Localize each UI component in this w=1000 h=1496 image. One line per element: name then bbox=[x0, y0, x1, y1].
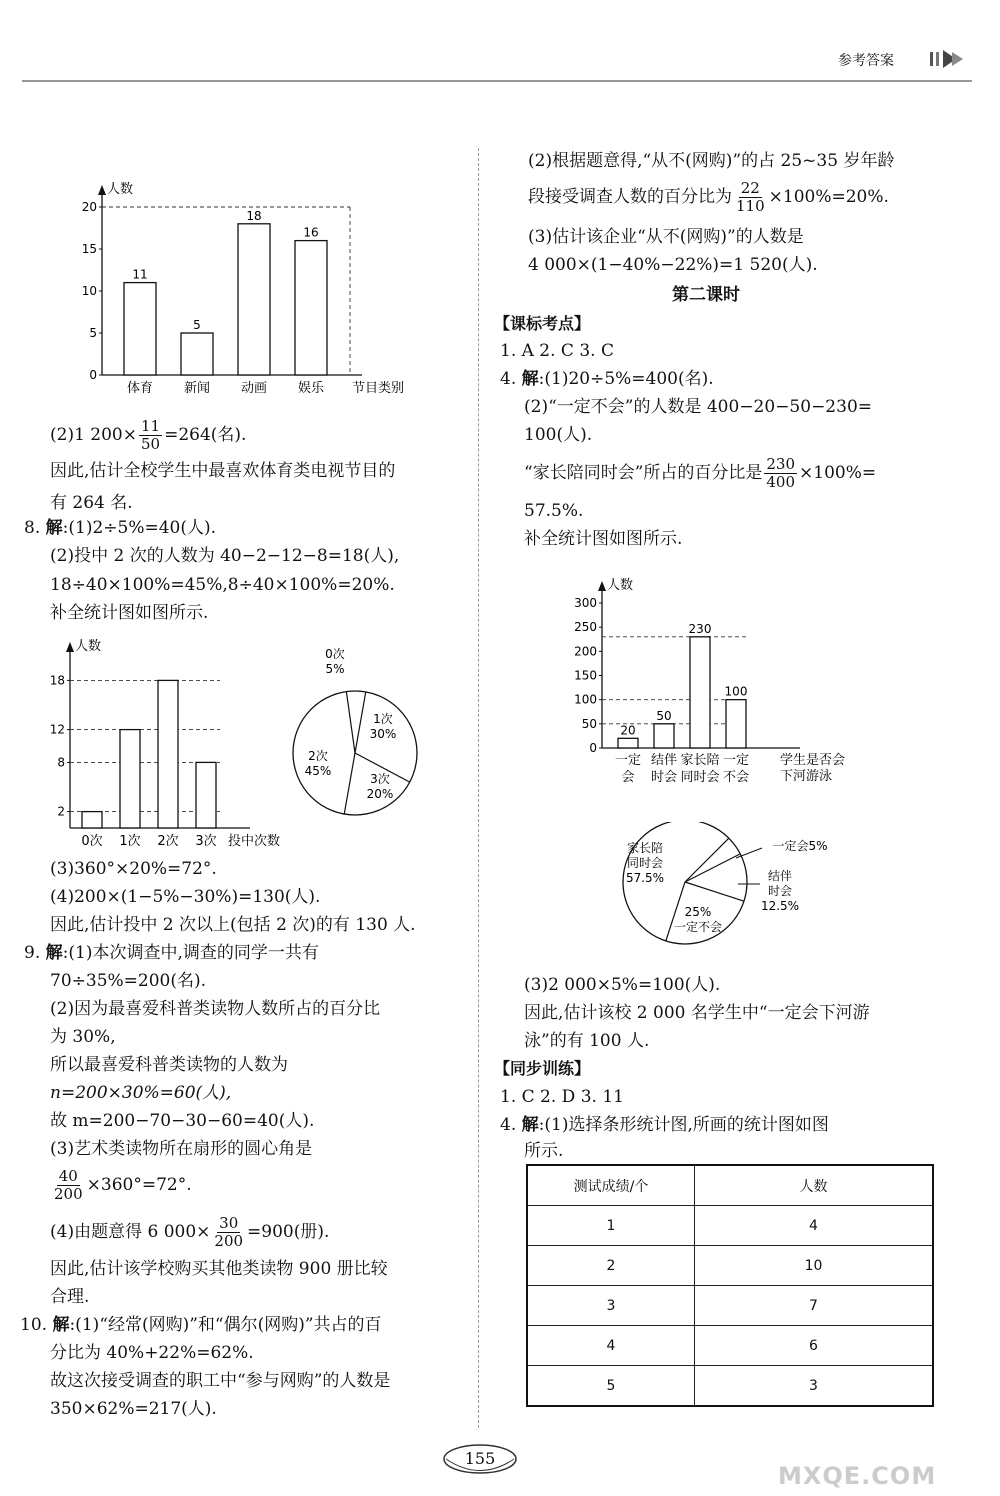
q8-line-5: (3)360°×20%=72°. bbox=[50, 859, 217, 879]
y-tick-label: 0 bbox=[589, 741, 597, 755]
pie-slice-label: 一定不会 bbox=[673, 920, 723, 934]
q4-line-5: 57.5%. bbox=[524, 501, 584, 521]
y-tick-label: 5 bbox=[89, 326, 97, 340]
x-tick-label: 时会 bbox=[650, 770, 678, 785]
x-axis-label: 学生是否会 bbox=[780, 753, 846, 768]
q9-line-7: 故 m=200−70−30−60=40(人). bbox=[50, 1111, 315, 1131]
y-axis-label: 人数 bbox=[107, 182, 134, 197]
q8-line-6: (4)200×(1−5%−30%)=130(人). bbox=[50, 887, 321, 907]
y-tick-label: 15 bbox=[81, 242, 97, 256]
chart-shot-counts bbox=[40, 628, 300, 853]
bar bbox=[295, 241, 327, 375]
q4-line-4: “家长陪同时会”所占的百分比是 $\frac{230}{400}$ ×100%= bbox=[524, 455, 877, 491]
y-tick-label: 18 bbox=[49, 673, 65, 688]
x-tick-label: 家长陪 bbox=[680, 753, 720, 768]
table-cell: 10 bbox=[695, 1246, 934, 1286]
q8-line-1: 8. 解:(1)2÷5%=40(人). bbox=[24, 518, 217, 538]
x-tick-label: 0次 bbox=[81, 834, 103, 849]
table-cell: 3 bbox=[527, 1286, 695, 1326]
pie-slice-label: 同时会 bbox=[626, 856, 664, 870]
y-tick-label: 0 bbox=[89, 368, 97, 382]
left-line-3: 有 264 名. bbox=[50, 493, 133, 513]
q8-line-7: 因此,估计投中 2 次以上(包括 2 次)的有 130 人. bbox=[50, 915, 416, 935]
x-tick-label: 动画 bbox=[240, 381, 268, 396]
watermark: MXQE.COM bbox=[778, 1462, 937, 1490]
x-tick-label: 不会 bbox=[722, 770, 750, 785]
right-line-1: (2)根据题意得,“从不(网购)”的占 25~35 岁年龄 bbox=[528, 151, 895, 171]
q9-line-3: (2)因为最喜爱科普类读物人数所占的百分比 bbox=[50, 999, 381, 1019]
chart-tv-programs bbox=[40, 145, 460, 400]
pie-slice-label: 30% bbox=[369, 727, 397, 741]
section-curriculum: 【课标考点】 bbox=[494, 314, 591, 333]
x-tick-label: 新闻 bbox=[183, 381, 211, 396]
bar bbox=[690, 637, 710, 748]
table-row bbox=[527, 1366, 933, 1407]
y-tick-label: 300 bbox=[574, 596, 597, 610]
x-tick-label: 会 bbox=[621, 770, 635, 785]
table-row bbox=[527, 1206, 933, 1246]
q4-line-6: 补全统计图如图所示. bbox=[524, 529, 683, 549]
y-tick-label: 100 bbox=[574, 692, 597, 707]
chart-swimming bbox=[560, 560, 870, 795]
q10-line-4: 350×62%=217(人). bbox=[50, 1399, 217, 1419]
y-axis-arrow bbox=[98, 185, 106, 195]
header-rule bbox=[22, 80, 972, 82]
bar bbox=[120, 730, 140, 828]
pie-slice-label: 3次 bbox=[370, 772, 390, 786]
bar-value-label: 20 bbox=[620, 723, 636, 738]
bar-value-label: 5 bbox=[193, 318, 201, 332]
pie-slice-label: 45% bbox=[304, 764, 332, 778]
q4-line-2: (2)“一定不会”的人数是 400−20−50−230= bbox=[524, 397, 873, 417]
x-axis-label: 下河游泳 bbox=[780, 769, 833, 784]
x-tick-label: 1次 bbox=[119, 834, 141, 849]
right-line-2: 段接受调查人数的百分比为 $\frac{22}{110}$ ×100%=20%. bbox=[528, 179, 889, 215]
left-line-2: 因此,估计全校学生中最喜欢体育类电视节目的 bbox=[50, 461, 396, 481]
pie-slice-label: 25% bbox=[684, 905, 712, 919]
table-header-cell: 测试成绩/个 bbox=[527, 1165, 695, 1206]
lesson-title: 第二课时 bbox=[672, 285, 740, 305]
q9-line-1: 9. 解:(1)本次调查中,调查的同学一共有 bbox=[24, 943, 319, 963]
y-tick-label: 250 bbox=[574, 620, 597, 635]
pie-shot-counts bbox=[280, 638, 430, 818]
table-row bbox=[527, 1326, 933, 1366]
y-tick-label: 20 bbox=[81, 200, 97, 214]
y-tick-label: 2 bbox=[57, 804, 65, 819]
y-axis-label: 人数 bbox=[75, 639, 102, 654]
q9-line-2: 70÷35%=200(名). bbox=[50, 971, 207, 991]
q9-line-5: 所以最喜爱科普类读物的人数为 bbox=[50, 1055, 288, 1075]
q10-line-2: 分比为 40%+22%=62%. bbox=[50, 1343, 254, 1363]
q9-line-11: 因此,估计该学校购买其他类读物 900 册比较 bbox=[50, 1259, 388, 1279]
y-axis-label: 人数 bbox=[607, 578, 634, 593]
table-header-cell: 人数 bbox=[695, 1165, 934, 1206]
q8-line-3: 18÷40×100%=45%,8÷40×100%=20%. bbox=[50, 575, 395, 595]
y-tick-label: 50 bbox=[581, 716, 597, 731]
pie-slice-label: 一定会5% bbox=[772, 839, 828, 853]
x-tick-label: 体育 bbox=[126, 381, 154, 396]
t4-line-2: 所示. bbox=[524, 1141, 564, 1161]
table-header-row bbox=[527, 1165, 933, 1206]
bar bbox=[618, 738, 638, 748]
table-cell: 6 bbox=[695, 1326, 934, 1366]
pie-slice-label: 结伴 bbox=[767, 869, 793, 883]
x-tick-label: 同时会 bbox=[680, 770, 720, 785]
bar bbox=[82, 812, 102, 828]
q9-line-8: (3)艺术类读物所在扇形的圆心角是 bbox=[50, 1139, 313, 1159]
x-tick-label: 2次 bbox=[157, 834, 179, 849]
x-tick-label: 一定 bbox=[614, 753, 642, 768]
x-tick-label: 娱乐 bbox=[297, 381, 325, 396]
y-tick-label: 12 bbox=[49, 722, 65, 737]
curriculum-answers: 1. A 2. C 3. C bbox=[500, 341, 614, 361]
pie-slice-label: 5% bbox=[325, 662, 345, 676]
bar bbox=[124, 283, 156, 375]
table-cell: 5 bbox=[527, 1366, 695, 1407]
bar-value-label: 100 bbox=[724, 684, 748, 699]
bar bbox=[726, 700, 746, 748]
right-line-3: (3)估计该企业“从不(网购)”的人数是 bbox=[528, 227, 804, 247]
q10-line-1: 10. 解:(1)“经常(网购)”和“偶尔(网购)”共占的百 bbox=[20, 1315, 382, 1335]
q9-line-9: $\frac{40}{200}$ ×360°=72°. bbox=[54, 1167, 192, 1203]
q4-line-3: 100(人). bbox=[524, 425, 593, 445]
pie-slice-label: 时会 bbox=[767, 884, 793, 898]
sync-answers: 1. C 2. D 3. 11 bbox=[500, 1087, 624, 1107]
q4-line-7: (3)2 000×5%=100(人). bbox=[524, 975, 721, 995]
bar-value-label: 16 bbox=[303, 225, 319, 240]
bar bbox=[654, 724, 674, 748]
y-axis-arrow bbox=[66, 642, 74, 652]
bar bbox=[238, 224, 270, 375]
q8-line-4: 补全统计图如图所示. bbox=[50, 603, 209, 623]
pie-slice-label: 家长陪 bbox=[626, 841, 664, 855]
x-tick-label: 一定 bbox=[722, 753, 750, 768]
y-tick-label: 150 bbox=[574, 668, 597, 683]
y-tick-label: 200 bbox=[574, 644, 597, 659]
pie-slice-label: 2次 bbox=[308, 749, 328, 763]
pie-slice-label: 12.5% bbox=[760, 899, 800, 913]
score-table bbox=[526, 1164, 934, 1407]
table-cell: 2 bbox=[527, 1246, 695, 1286]
pie-slice-label: 57.5% bbox=[625, 871, 665, 885]
column-divider bbox=[478, 148, 479, 1428]
table-row bbox=[527, 1286, 933, 1326]
bar-value-label: 50 bbox=[656, 708, 672, 723]
x-tick-label: 3次 bbox=[195, 834, 217, 849]
y-tick-label: 8 bbox=[57, 755, 65, 770]
pie-slice-label: 20% bbox=[366, 787, 394, 801]
bar bbox=[196, 762, 216, 828]
bar-value-label: 230 bbox=[688, 621, 712, 636]
table-cell: 7 bbox=[695, 1286, 934, 1326]
pie-slice-label: 0次 bbox=[325, 647, 345, 661]
q8-line-2: (2)投中 2 次的人数为 40−2−12−8=18(人), bbox=[50, 546, 400, 566]
left-line-1: (2)1 200× $\frac{11}{50}$ =264(名). bbox=[50, 417, 247, 453]
x-axis-label: 投中次数 bbox=[228, 834, 281, 849]
q9-line-10: (4)由题意得 6 000× $\frac{30}{200}$ =900(册). bbox=[50, 1214, 330, 1250]
table-row bbox=[527, 1246, 933, 1286]
bar bbox=[181, 333, 213, 375]
q4-line-8: 因此,估计该校 2 000 名学生中“一定会下河游 bbox=[524, 1003, 870, 1023]
q4-line-1: 4. 解:(1)20÷5%=400(名). bbox=[500, 369, 714, 389]
table-cell: 4 bbox=[695, 1206, 934, 1246]
bar-value-label: 18 bbox=[246, 208, 262, 223]
header-arrow-icon bbox=[930, 48, 970, 70]
pie-swimming bbox=[600, 822, 850, 982]
q9-line-6: n=200×30%=60(人), bbox=[50, 1083, 232, 1103]
q4-line-9: 泳”的有 100 人. bbox=[524, 1031, 650, 1051]
table-cell: 4 bbox=[527, 1326, 695, 1366]
x-axis-label: 节目类别 bbox=[352, 381, 405, 396]
bar-value-label: 11 bbox=[132, 267, 148, 282]
table-cell: 1 bbox=[527, 1206, 695, 1246]
bar bbox=[158, 680, 178, 828]
x-tick-label: 结伴 bbox=[650, 753, 678, 768]
t4-line-1: 4. 解:(1)选择条形统计图,所画的统计图如图 bbox=[500, 1115, 829, 1135]
q10-line-3: 故这次接受调查的职工中“参与网购”的人数是 bbox=[50, 1371, 391, 1391]
pie-slice-label: 1次 bbox=[373, 712, 393, 726]
header-title: 参考答案 bbox=[838, 53, 894, 69]
right-line-4: 4 000×(1−40%−22%)=1 520(人). bbox=[528, 255, 818, 275]
q9-line-12: 合理. bbox=[50, 1287, 90, 1307]
page-number: 155 bbox=[464, 1449, 496, 1468]
y-axis-arrow bbox=[598, 581, 606, 591]
section-sync-training: 【同步训练】 bbox=[494, 1059, 591, 1078]
y-tick-label: 10 bbox=[81, 284, 97, 298]
table-cell: 3 bbox=[695, 1366, 934, 1407]
q9-line-4: 为 30%, bbox=[50, 1027, 116, 1047]
